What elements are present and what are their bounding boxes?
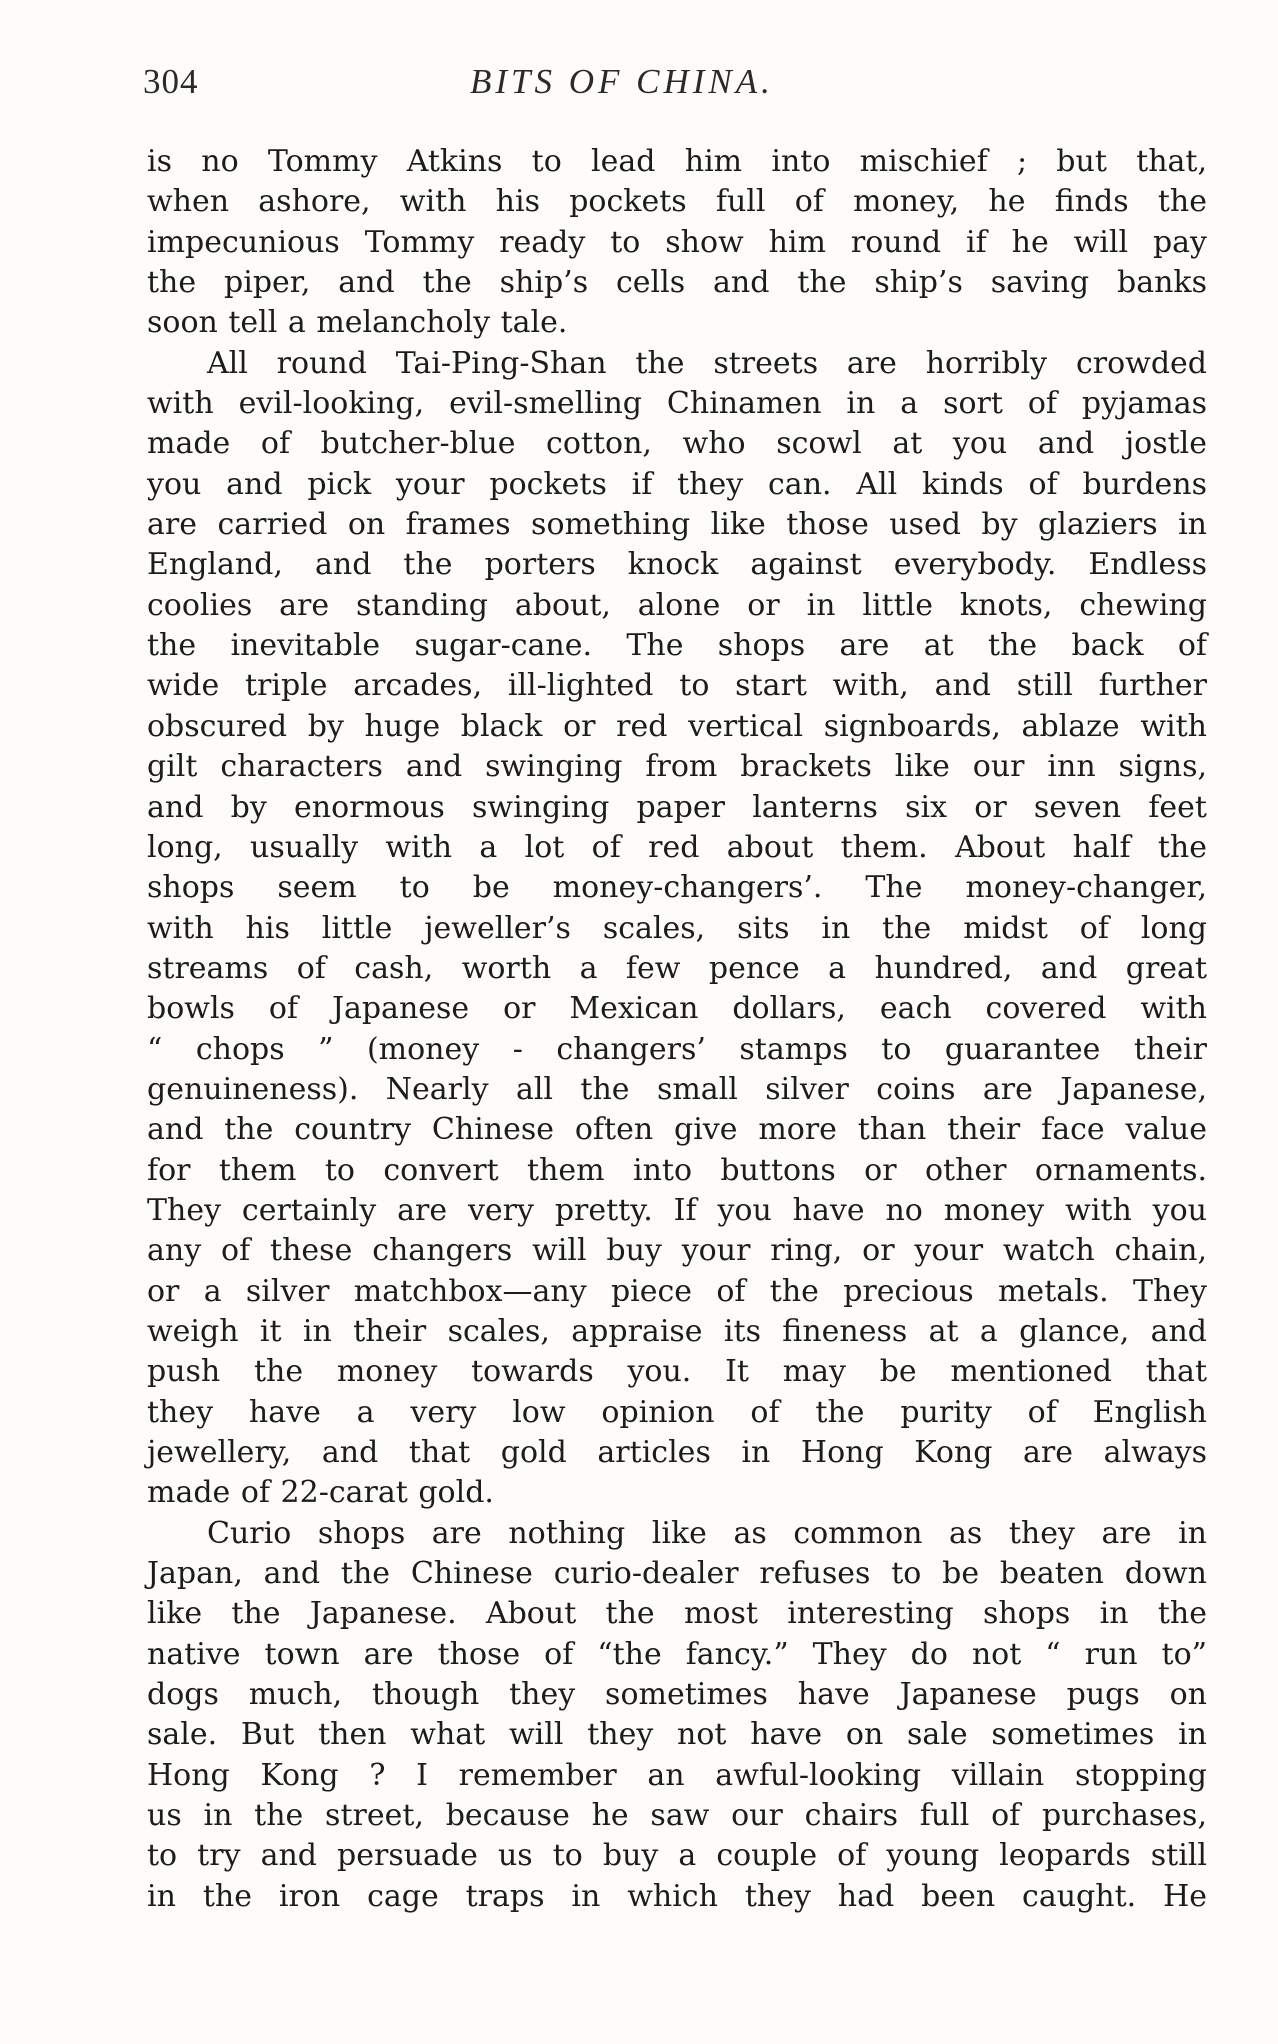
text-line: streams of cash, worth a few pence a hundred, and great bbox=[147, 950, 1207, 986]
text-line: is no Tommy Atkins to lead him into mischief ; but that, bbox=[147, 144, 1207, 179]
text-line: you and pick your pockets if they can. All kinds of burdens bbox=[147, 466, 1207, 502]
text-line: native town are those of “the fancy.” They do not “ run to” bbox=[147, 1636, 1207, 1672]
text-line: They certainly are very pretty. If you have no money with you bbox=[147, 1192, 1207, 1228]
running-head bbox=[0, 62, 1278, 112]
text-line: impecunious Tommy ready to show him round if he will pay bbox=[147, 224, 1207, 260]
page-number: 304 bbox=[143, 62, 199, 101]
text-line: for them to convert them into buttons or other ornaments. bbox=[147, 1152, 1207, 1188]
text-line: sale. But then what will they not have on sale sometimes in bbox=[147, 1717, 1207, 1753]
text-line: jewellery, and that gold articles in Hong Kong are always bbox=[147, 1435, 1207, 1470]
text-line: the inevitable sugar-cane. The shops are at the back of bbox=[147, 628, 1207, 664]
text-line: Curio shops are nothing like as common as they are in bbox=[207, 1515, 1207, 1551]
text-line: All round Tai-Ping-Shan the streets are horribly crowded bbox=[207, 345, 1207, 381]
text-line: Hong Kong ? I remember an awful-looking villain stopping bbox=[147, 1757, 1207, 1793]
text-line: any of these changers will buy your ring, or your watch chain, bbox=[147, 1233, 1207, 1269]
text-line: shops seem to be money-changers’. The money-changer, bbox=[147, 870, 1207, 906]
text-line: soon tell a melancholy tale. bbox=[147, 305, 568, 341]
text-line: like the Japanese. About the most interesting shops in the bbox=[147, 1596, 1207, 1632]
text-line: coolies are standing about, alone or in little knots, chewing bbox=[147, 587, 1207, 623]
text-line: or a silver matchbox—any piece of the precious metals. They bbox=[147, 1273, 1207, 1309]
text-line: England, and the porters knock against everybody. Endless bbox=[147, 547, 1207, 583]
text-line: push the money towards you. It may be mentioned that bbox=[147, 1354, 1207, 1390]
text-line: wide triple arcades, ill-lighted to start with, and still further bbox=[147, 668, 1207, 704]
text-line: obscured by huge black or red vertical signboards, ablaze with bbox=[147, 708, 1207, 744]
text-line: they have a very low opinion of the purity of English bbox=[147, 1394, 1207, 1430]
text-line: gilt characters and swinging from brackets like our inn signs, bbox=[147, 749, 1207, 785]
text-line: bowls of Japanese or Mexican dollars, each covered with bbox=[147, 991, 1207, 1027]
text-line: are carried on frames something like those used by glaziers in bbox=[147, 507, 1207, 543]
text-line: made of butcher-blue cotton, who scowl at you and jostle bbox=[147, 426, 1207, 462]
text-line: and the country Chinese often give more than their face value bbox=[147, 1112, 1207, 1148]
text-line: long, usually with a lot of red about them. About half the bbox=[147, 829, 1207, 865]
text-line: the piper, and the ship’s cells and the ship’s saving banks bbox=[147, 265, 1207, 301]
text-line: to try and persuade us to buy a couple of young leopards still bbox=[147, 1838, 1207, 1874]
text-line: with his little jeweller’s scales, sits in the midst of long bbox=[147, 910, 1207, 946]
text-line: us in the street, because he saw our chairs full of purchases, bbox=[147, 1798, 1207, 1834]
text-line: when ashore, with his pockets full of money, he finds the bbox=[147, 184, 1207, 220]
running-title: BITS OF CHINA. bbox=[470, 62, 774, 101]
text-line: in the iron cage traps in which they had been caught. He bbox=[147, 1878, 1207, 1914]
text-line: with evil-looking, evil-smelling Chinamen in a sort of pyjamas bbox=[147, 386, 1207, 422]
text-line: weigh it in their scales, appraise its fineness at a glance, and bbox=[147, 1313, 1207, 1349]
text-line: made of 22-carat gold. bbox=[147, 1475, 494, 1511]
text-line: “ chops ” (money - changers’ stamps to guarantee their bbox=[147, 1031, 1207, 1067]
text-line: Japan, and the Chinese curio-dealer refuses to be beaten down bbox=[147, 1556, 1207, 1592]
text-line: genuineness). Nearly all the small silver coins are Japanese, bbox=[147, 1071, 1207, 1107]
text-line: and by enormous swinging paper lanterns six or seven feet bbox=[147, 789, 1207, 825]
text-line: dogs much, though they sometimes have Japanese pugs on bbox=[147, 1677, 1207, 1713]
body-text bbox=[147, 142, 1207, 1917]
